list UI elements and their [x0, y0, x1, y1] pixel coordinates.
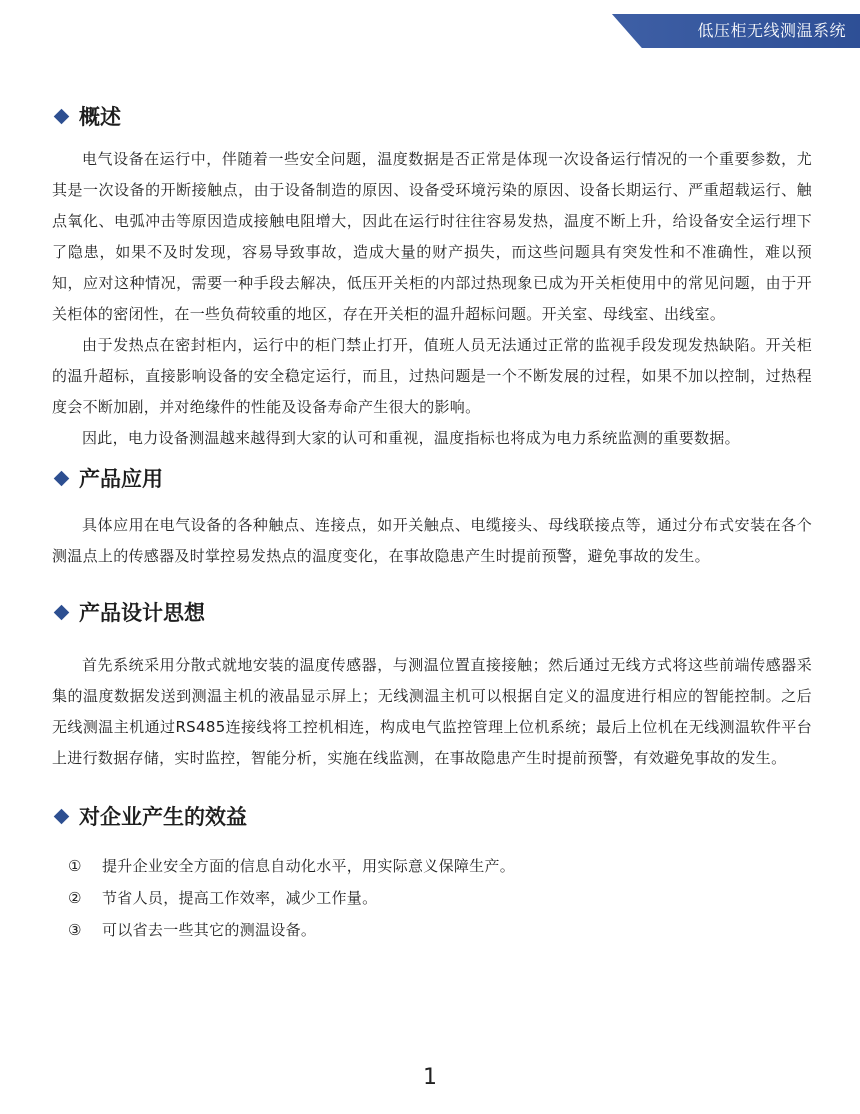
page-number: 1 — [423, 1065, 437, 1090]
application-section — [52, 510, 812, 572]
list-item — [52, 882, 812, 914]
diamond-bullet-icon — [54, 604, 70, 620]
header-title: 低压柜无线测温系统 — [697, 21, 846, 40]
section-heading-application — [52, 460, 812, 496]
section-heading-design — [52, 594, 812, 630]
list-item — [52, 850, 812, 882]
section-heading-benefits — [52, 798, 812, 834]
paragraph: 具体应用在电气设备的各种触点、连接点，如开关触点、电缆接头、母线联接点等，通过分布式安装在各个测温点上的传感器及时掌控易发热点的温度变化，在事故隐患产生时提前预警，避免事故的发生。 — [52, 516, 812, 565]
paragraph: 因此，电力设备测温越来越得到大家的认可和重视，温度指标也将成为电力系统监测的重要数据。 — [82, 429, 740, 447]
diamond-bullet-icon — [54, 470, 70, 486]
section-title: 产品设计思想 — [79, 601, 205, 625]
diamond-bullet-icon — [54, 808, 70, 824]
list-item-text: 可以省去一些其它的测温设备。 — [102, 921, 317, 939]
list-item-text: 节省人员，提高工作效率，减少工作量。 — [102, 889, 378, 907]
list-item-number: ③ — [68, 921, 82, 939]
section-title: 产品应用 — [79, 467, 163, 491]
design-section — [52, 650, 812, 774]
list-item-number: ① — [68, 857, 82, 875]
document-body — [52, 98, 812, 962]
paragraph: 由于发热点在密封柜内，运行中的柜门禁止打开，值班人员无法通过正常的监视手段发现发热缺陷。开关柜的温升超标，直接影响设备的安全稳定运行，而且，过热问题是一个不断发展的过程，如果不加以控制，过热程度会不断加剧，并对绝缘件的性能及设备寿命产生很大的影响。 — [52, 336, 812, 416]
paragraph: 电气设备在运行中，伴随着一些安全问题，温度数据是否正常是体现一次设备运行情况的一个重要参数，尤其是一次设备的开断接触点，由于设备制造的原因、设备受环境污染的原因、设备长期运行、严重超载运行、触点氧化、电弧冲击等原因造成接触电阻增大，因此在运行时往往容易发热，温度不断上升，给设备安全运行埋下了隐患，如果不及时发现，容易导致事故，造成大量的财产损失，而这些问题具有突发性和不准确性，难以预知，应对这种情况，需要一种手段去解决，低压开关柜的内部过热现象已成为开关柜使用中的常见问题，由于开关柜体的密闭性，在一些负荷较重的地区，存在开关柜的温升超标问题。开关室、母线室、出线室。 — [52, 150, 812, 323]
list-item-number: ② — [68, 889, 82, 907]
overview-section — [52, 144, 812, 454]
list-item-text: 提升企业安全方面的信息自动化水平，用实际意义保障生产。 — [102, 857, 516, 875]
list-item — [52, 914, 812, 946]
section-heading-overview — [52, 98, 812, 134]
section-title: 概述 — [79, 105, 121, 129]
paragraph: 首先系统采用分散式就地安装的温度传感器，与测温位置直接接触；然后通过无线方式将这些前端传感器采集的温度数据发送到测温主机的液晶显示屏上；无线测温主机可以根据自定义的温度进行相应的智能控制。之后无线测温主机通过RS485连接线将工控机相连，构成电气监控管理上位机系统；最后上位机在无线测温软件平台上进行数据存储，实时监控，智能分析，实施在线监测，在事故隐患产生时提前预警，有效避免事故的发生。 — [52, 656, 812, 767]
benefits-list — [52, 850, 812, 946]
diamond-bullet-icon — [54, 108, 70, 124]
section-title: 对企业产生的效益 — [79, 805, 247, 829]
